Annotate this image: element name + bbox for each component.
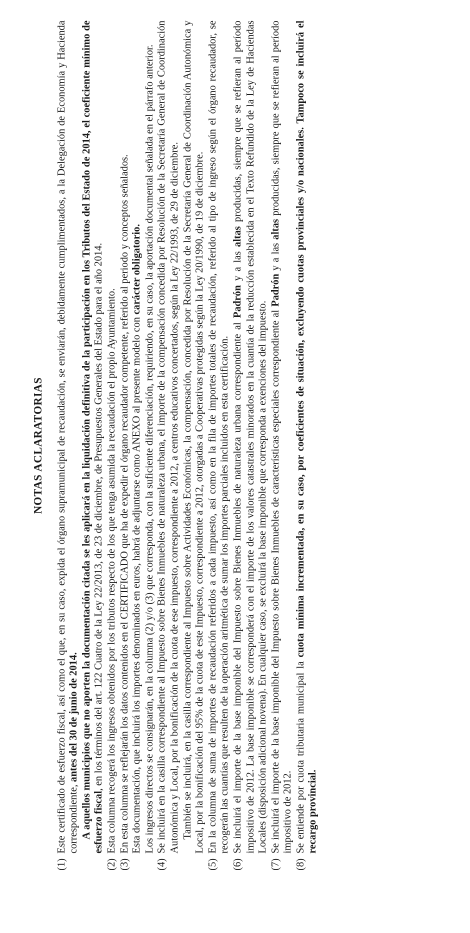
note-text: Se entiende por cuota tributaria municipal la bbox=[295, 657, 307, 854]
note-text: Esta documentación, que incluirá los importes denominados en euros, habrá de adjuntarse como ANEXO al presente modelo con bbox=[131, 314, 143, 854]
note-number: (6) bbox=[232, 858, 244, 871]
note-4-iae bbox=[182, 21, 207, 871]
note-text: Este certificado de esfuerzo fiscal, así como el que, en su caso, expida el órgano supramunicipal de recaudación, se enviarán, debidamente cumplimentados, a la Delegación de Economía y Hacienda correspondiente, bbox=[56, 20, 80, 854]
note-number: (1) bbox=[56, 858, 68, 871]
note-1 bbox=[56, 21, 81, 871]
note-5 bbox=[207, 21, 232, 871]
note-text: Se incluirá el importe de la base imponible del Impuesto sobre Bienes Inmuebles de características especiales correspondiente al bbox=[270, 306, 282, 854]
document-title: NOTAS ACLARATORIAS bbox=[32, 377, 45, 514]
note-warning-bold: A aquellos municipios que no aporten la documentación citada se les aplicará en la liquidación definitiva de la participación en los Tributos del Estado de 2014, el coeficiente mínimo de esfuerzo fiscal bbox=[81, 20, 105, 854]
note-text: Esta columna recogerá los ingresos obtenidos por los tributos respecto de los que tenga asumida la recaudación el propio Ayuntamiento. bbox=[106, 288, 118, 854]
note-number: (8) bbox=[295, 858, 307, 871]
note-number: (3) bbox=[119, 858, 131, 871]
note-text: producidas, siempre que se refieran al período impositivo de 2012. La base imponible se corresponderá con el importe de los valores catastrales minorados en la cuantía de la reducción establecida en el Texto Refundido de la Ley de Haciendas Locales (disposición adicional novena). En cualquier caso, se excluirá la base imponible que corresponda a exenciones del impuesto. bbox=[232, 20, 269, 854]
note-number: (5) bbox=[207, 858, 219, 871]
note-text: y a las bbox=[232, 246, 244, 286]
note-text: producidas, siempre que se refieran al período impositivo de 2012. bbox=[270, 20, 294, 854]
note-text: , en los términos del art. 122 Cuatro de la Ley 22/2013, de 23 de diciembre, de Presupuestos Generales del Estado para el año 2014. bbox=[93, 242, 105, 791]
note-bold-padron: Padrón bbox=[232, 285, 244, 319]
note-6 bbox=[232, 21, 270, 871]
note-4 bbox=[157, 21, 182, 871]
note-3-annex bbox=[132, 21, 145, 871]
note-bold-altas: altas bbox=[232, 226, 244, 247]
note-3 bbox=[119, 21, 132, 871]
note-text: Los ingresos directos se consignarán, en la columna (2) y/o (3) que corresponda, con la suficiente diferenciación, requiriendo, en su caso, la aportación documental señalada en el párrafo anterior. bbox=[144, 44, 156, 854]
note-deadline: antes del 30 de junio de 2014. bbox=[68, 652, 80, 782]
note-7 bbox=[270, 21, 295, 871]
note-mandatory: carácter obligatorio. bbox=[131, 224, 143, 315]
note-bold-cuota: cuota mínima incrementada, en su caso, por coeficientes de situación, excluyendo cuotas provinciales y/o nacionales. Tampoco se incluirá el recargo provincial. bbox=[295, 20, 319, 854]
note-2 bbox=[106, 21, 119, 871]
note-bold-padron: Padrón bbox=[270, 273, 282, 307]
note-number: (2) bbox=[106, 858, 118, 871]
note-text: y a las bbox=[270, 239, 282, 274]
note-text: También se incluirá, en la casilla correspondiente al Impuesto sobre Actividades Económicas, la compensación, concedida por Resolución de la Secretaría General de Coordinación Autonómica y Local, por la bonificación del 95% de la cuota de este Impuesto, correspondiente a 2012, otorgadas a Cooperativas protegidas según la Ley 20/1990, de 19 de diciembre. bbox=[182, 20, 206, 854]
rotated-notes-frame bbox=[33, 21, 438, 871]
note-text: En esta columna se reflejarán los datos contenidos en el CERTIFICADO que ha de expedir el órgano recaudador competente, referido al periodo y conceptos señalados. bbox=[119, 154, 131, 854]
note-number: (7) bbox=[270, 858, 282, 871]
note-3-direct-income bbox=[144, 21, 157, 871]
note-1-warning bbox=[81, 21, 106, 871]
note-number: (4) bbox=[156, 858, 168, 871]
note-bold-altas: altas bbox=[270, 218, 282, 240]
note-8 bbox=[295, 21, 320, 871]
note-text: En la columna de suma de importes de recaudación referidos a cada impuesto, así como en la fila de importes totales de recaudación, referido al tipo de ingreso según el órgano recaudador, se recogerán las cuantías que resulten de la operación aritmética de sumar los importes parciales incluidos en esta certificación. bbox=[207, 20, 231, 854]
note-text: Se incluirá en la casilla correspondiente al Impuesto sobre Bienes Inmuebles de naturaleza urbana, el importe de la compensación concedida por Resolución de la Secretaría General de Coordinación Autonómica y Local, por la bonificación de la cuota de ese impuesto, correspondiente a 2012, a centros educativos concertados, según la Ley 22/1993, de 29 de diciembre. bbox=[156, 20, 181, 854]
note-text: Se incluirá el importe de la base imponible del Impuesto sobre Bienes Inmuebles de naturaleza urbana correspondiente al bbox=[232, 318, 244, 854]
